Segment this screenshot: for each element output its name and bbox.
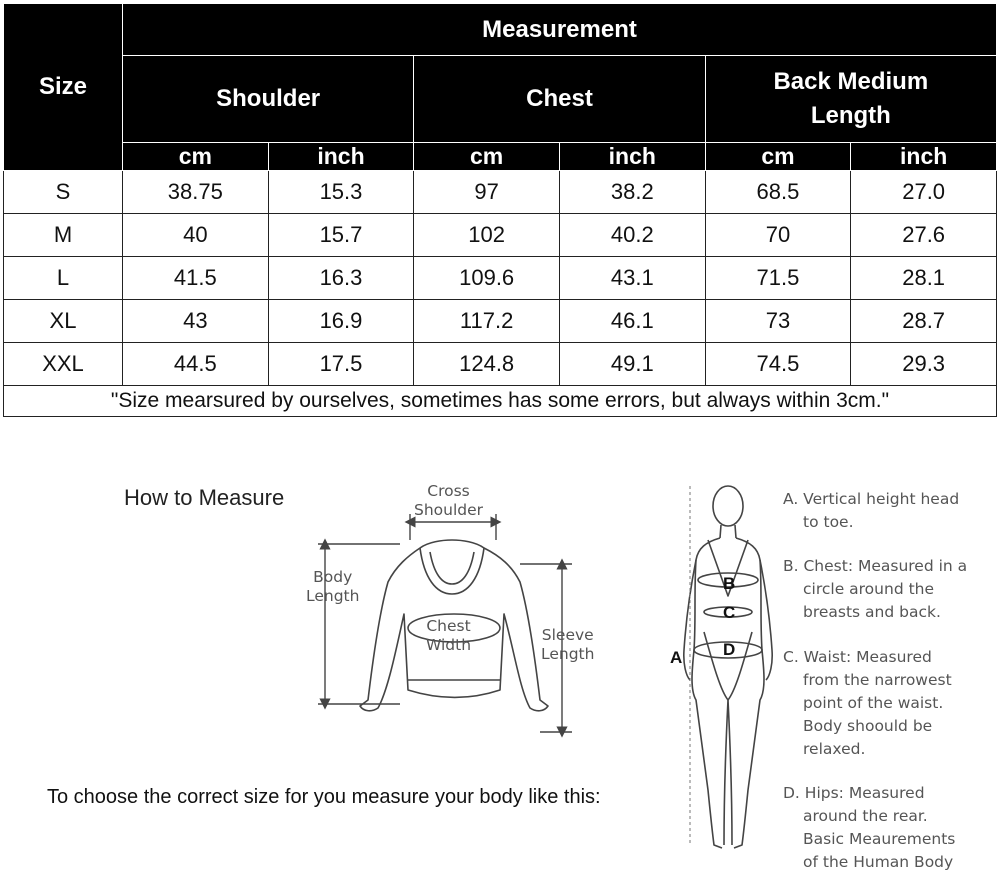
unit-inch-header: inch (268, 143, 414, 171)
value-cell: 124.8 (414, 343, 560, 386)
value-cell: 38.75 (123, 171, 269, 214)
size-cell: S (4, 171, 123, 214)
unit-cm-header: cm (705, 143, 851, 171)
value-cell: 38.2 (559, 171, 705, 214)
back-length-header: Back Medium Length (705, 56, 996, 143)
value-cell: 17.5 (268, 343, 414, 386)
value-cell: 44.5 (123, 343, 269, 386)
value-cell: 73 (705, 300, 851, 343)
value-cell: 109.6 (414, 257, 560, 300)
value-cell: 41.5 (123, 257, 269, 300)
sweater-neckline (430, 552, 474, 584)
chest-header: Chest (414, 56, 705, 143)
size-cell: XL (4, 300, 123, 343)
how-to-measure-title: How to Measure (124, 485, 285, 510)
neck (720, 525, 736, 538)
value-cell: 29.3 (851, 343, 997, 386)
value-cell: 27.0 (851, 171, 997, 214)
unit-cm-header: cm (123, 143, 269, 171)
value-cell: 28.1 (851, 257, 997, 300)
sweater-collar (420, 548, 484, 594)
size-cell: L (4, 257, 123, 300)
note-d: D. Hips: Measured around the rear. Basic Meaurements of the Human Body (783, 784, 956, 871)
shoulder-header: Shoulder (123, 56, 414, 143)
unit-inch-header: inch (851, 143, 997, 171)
value-cell: 102 (414, 214, 560, 257)
cross-shoulder-label: Cross Shoulder (414, 482, 484, 519)
value-cell: 28.7 (851, 300, 997, 343)
instruction-text: To choose the correct size for you measure your body like this: (47, 786, 601, 808)
size-cell: M (4, 214, 123, 257)
size-cell: XXL (4, 343, 123, 386)
letter-b-label: B (723, 574, 736, 593)
sleeve-length-label: Sleeve Length (541, 626, 595, 663)
value-cell: 97 (414, 171, 560, 214)
letter-a-label: A (670, 648, 683, 667)
value-cell: 16.9 (268, 300, 414, 343)
value-cell: 40 (123, 214, 269, 257)
value-cell: 74.5 (705, 343, 851, 386)
value-cell: 71.5 (705, 257, 851, 300)
unit-inch-header: inch (559, 143, 705, 171)
unit-cm-header: cm (414, 143, 560, 171)
head (713, 486, 743, 526)
note-b: B. Chest: Measured in a circle around the breasts and back. (783, 557, 968, 621)
chest-width-label: Chest Width (426, 617, 472, 654)
body-length-label: Body Length (306, 568, 360, 605)
body-figure (684, 486, 772, 848)
value-cell: 40.2 (559, 214, 705, 257)
value-cell: 49.1 (559, 343, 705, 386)
value-cell: 15.3 (268, 171, 414, 214)
letter-d-label: D (723, 640, 736, 659)
value-cell: 15.7 (268, 214, 414, 257)
inner-legs (724, 700, 732, 845)
value-cell: 43.1 (559, 257, 705, 300)
value-cell: 117.2 (414, 300, 560, 343)
note-c: C. Waist: Measured from the narrowest point of the waist. Body shoould be relaxed. (783, 648, 952, 758)
value-cell: 16.3 (268, 257, 414, 300)
value-cell: 46.1 (559, 300, 705, 343)
measurement-header: Measurement (123, 4, 997, 56)
value-cell: 68.5 (705, 171, 851, 214)
value-cell: 70 (705, 214, 851, 257)
value-cell: 43 (123, 300, 269, 343)
value-cell: 27.6 (851, 214, 997, 257)
note-a: A. Vertical height head to toe. (783, 490, 960, 531)
size-header: Size (4, 4, 123, 171)
table-note: "Size mearsured by ourselves, sometimes has some errors, but always within 3cm." (4, 386, 997, 417)
letter-c-label: C (723, 603, 736, 622)
